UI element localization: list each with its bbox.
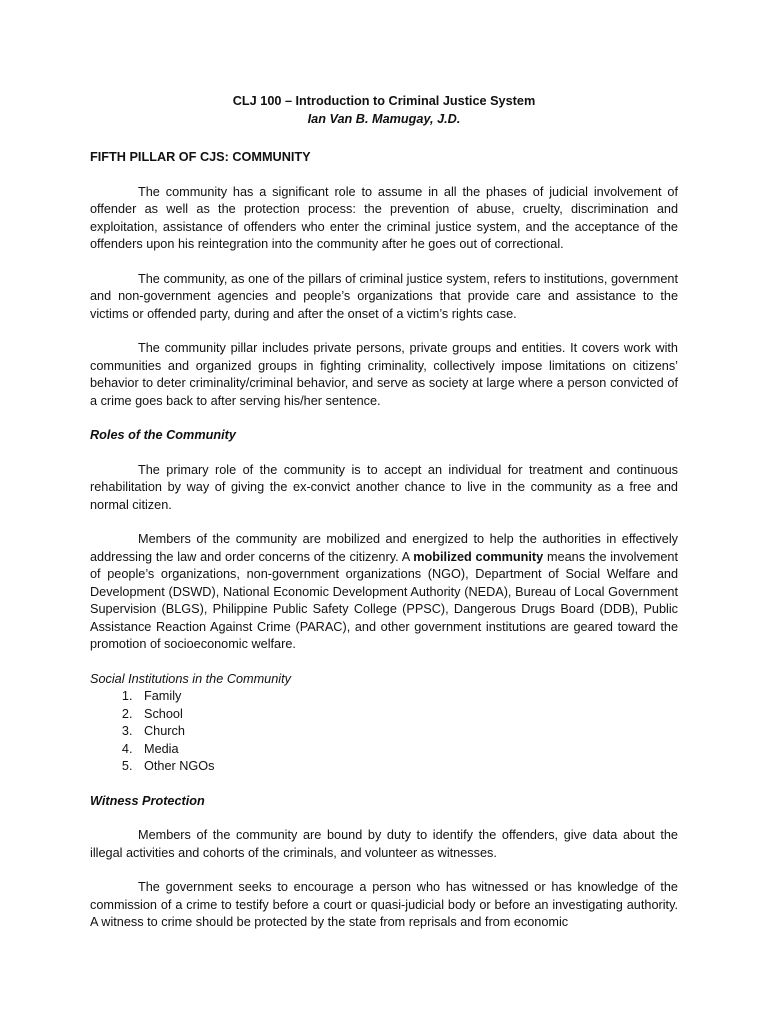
institutions-heading: Social Institutions in the Community [90,671,291,686]
section-title: FIFTH PILLAR OF CJS: COMMUNITY [90,150,311,164]
intro-paragraph-3: The community pillar includes private persons, private groups and entities. It covers work with communities and organized groups in fighting criminality, collectively impose limitations on citizens’ behavior to deter criminality/criminal behavior, and serve as society at large where a person convicted of a crime goes back to after serving his/her sentence. [90,341,678,408]
institutions-list [90,688,678,776]
intro-paragraph-1: The community has a significant role to assume in all the phases of judicial involvement of offender as well as the protection process: the prevention of abuse, cruelty, discrimination and exploitation, assistance of offenders who enter the criminal justice system, and the acceptance of the offenders upon his reintegration into the community after he goes out of correctional. [90,184,678,251]
roles-paragraph-1: The primary role of the community is to accept an individual for treatment and continuous rehabilitation by way of giving the ex-convict another chance to live in the community as a free and normal citizen. [90,462,678,512]
mobilized-community-term: mobilized community [413,549,544,564]
roles-heading: Roles of the Community [90,428,236,442]
witness-paragraph-1: Members of the community are bound by duty to identify the offenders, give data about the illegal activities and cohorts of the criminals, and volunteer as witnesses. [90,828,678,860]
roles-paragraph-2 [90,531,678,654]
list-item: 4. Media [136,741,678,759]
list-item: 5. Other NGOs [136,758,678,776]
list-item: 3. Church [136,723,678,741]
roles-paragraph-2-end: means the involvement of people’s organizations, non-government organizations (NGO), Department of Social Welfare and Development (DSWD), National Economic Development Authority (NEDA), Bureau of Local Government Supervision (BLGS), Philippine Public Safety College (PPSC), Dangerous Drugs Board (DDB), Public Assistance Reaction Against Crime (PARAC), and other government institutions are geared toward the promotion of socioeconomic welfare. [90,549,678,651]
roles-paragraph-2-start: Members of the community are mobilized and energized to help the authorities in effectively addressing the law and order concerns of the citizenry. A [90,532,678,564]
course-title: CLJ 100 – Introduction to Criminal Justice System [232,94,536,108]
list-item: 1. Family [136,688,678,706]
author-name: Ian Van B. Mamugay, J.D. [307,111,461,126]
witness-paragraph-2: The government seeks to encourage a person who has witnessed or has knowledge of the commission of a crime to testify before a court or quasi-judicial body or before an investigating authority. A witness to crime should be protected by the state from reprisals and from economic [90,880,678,929]
document-header [90,93,678,128]
list-item: 2. School [136,706,678,724]
witness-heading: Witness Protection [90,793,205,808]
intro-paragraph-2: The community, as one of the pillars of criminal justice system, refers to institutions, government and non-government agencies and people’s organizations that provide care and assistance to the victims or offended party, during and after the onset of a victim’s rights case. [90,271,678,321]
